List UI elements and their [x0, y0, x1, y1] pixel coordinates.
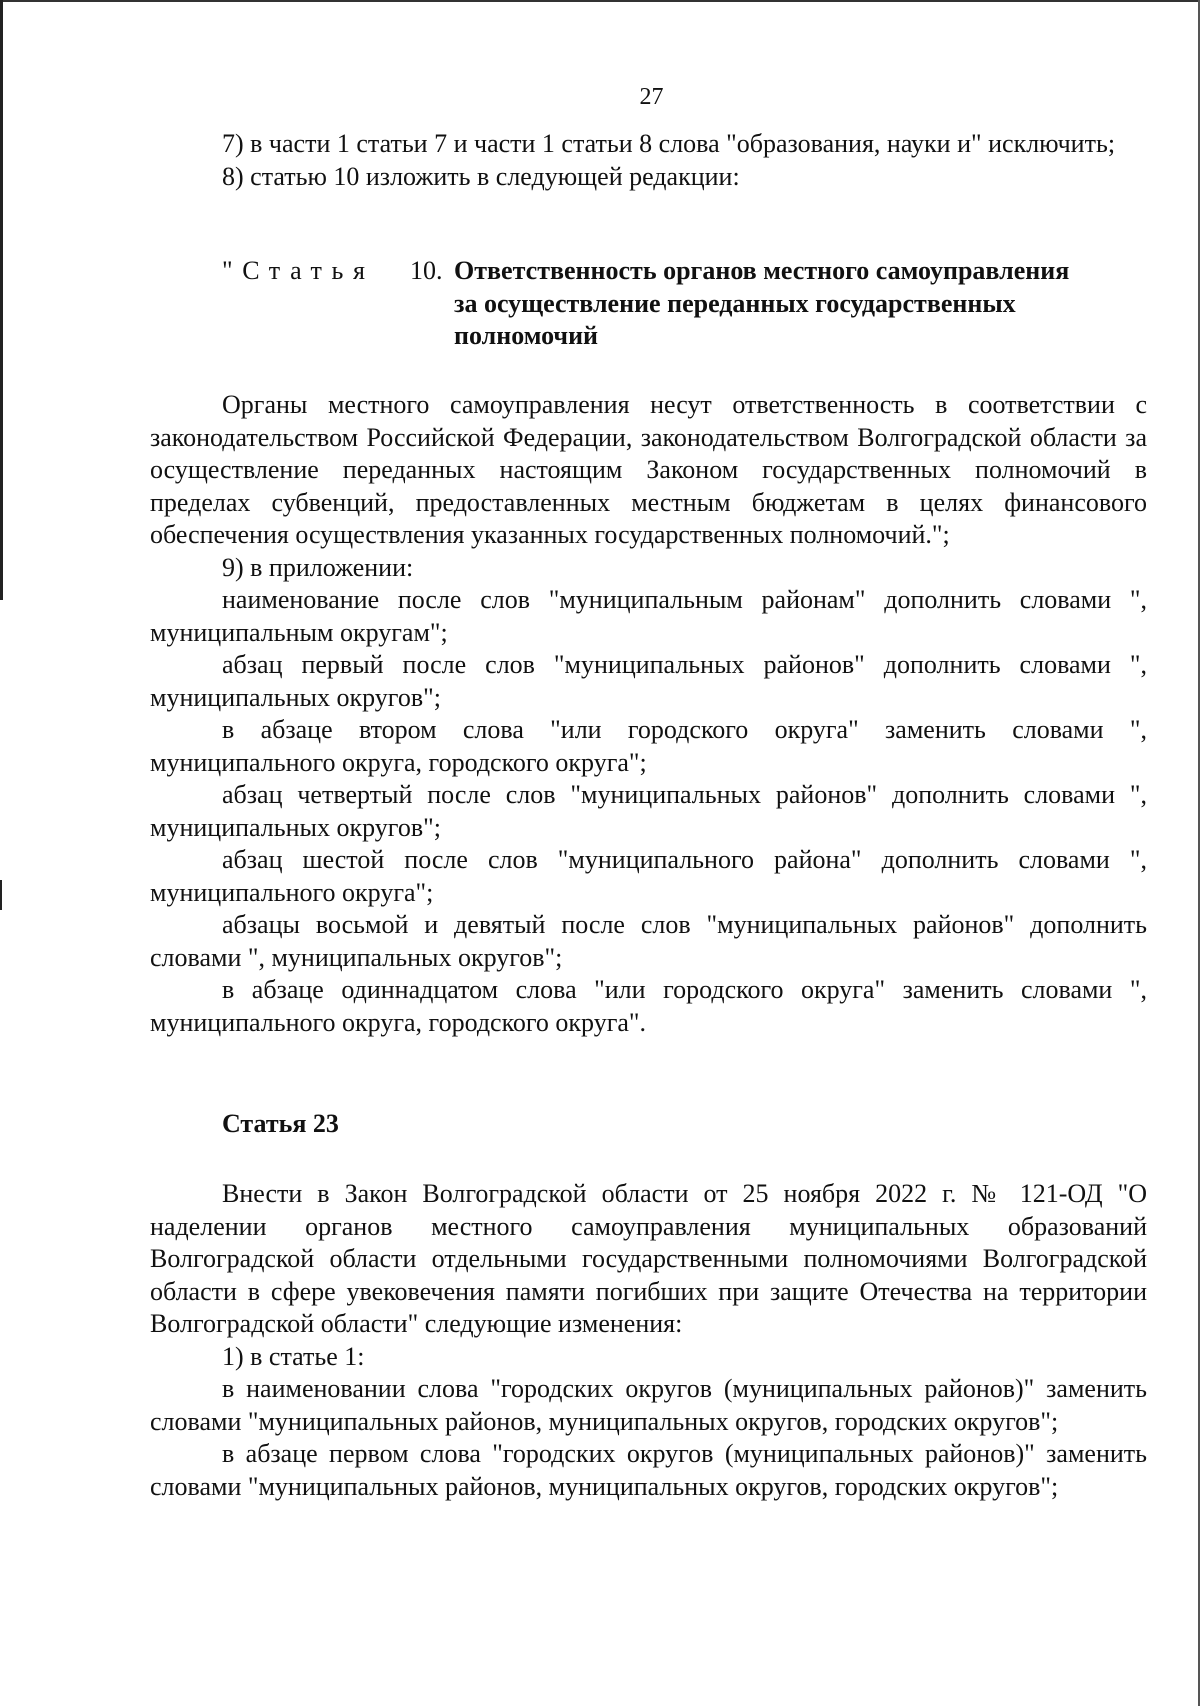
article-10-title-line: за осуществление переданных государственных — [454, 288, 1016, 318]
appendix-change-paragraph: абзац шестой после слов "муниципального района" дополнить словами ", муниципального округа"; — [150, 845, 1147, 907]
scan-top-edge — [0, 0, 1200, 2]
article-23-body — [150, 1178, 1147, 1503]
item-7-paragraph: 7) в части 1 статьи 7 и части 1 статьи 8 слова "образования, науки и" исключить; — [222, 129, 1116, 158]
appendix-change-paragraph: абзац четвертый после слов "муниципальных районов" дополнить словами ", муниципальных округов"; — [150, 780, 1147, 842]
article-10-label: "Статья — [222, 256, 375, 285]
appendix-change-paragraph: абзацы восьмой и девятый после слов "муниципальных районов" дополнить словами ", муниципальных округов"; — [150, 910, 1147, 972]
item-8-paragraph: 8) статью 10 изложить в следующей редакции: — [222, 161, 740, 191]
article-10-title-line: полномочий — [454, 321, 599, 350]
responsibility-paragraph: Органы местного самоуправления несут ответственность в соответствии с законодательством Российской Федерации, законодательством Волгоградской области за осуществление переданных настоящим Законом государственных полномочий в пределах субвенций, предоставленных местным бюджетам в целях финансового обеспечения осуществления указанных государственных полномочий."; — [150, 390, 1147, 549]
article-10-body-and-item-9 — [150, 389, 1147, 1039]
law-amendment-intro-paragraph: Внести в Закон Волгоградской области от 25 ноября 2022 г. № 121-ОД "О наделении органов местного самоуправления муниципальных образований Волгоградской области отдельными государственными полномочиями Волгоградской области в сфере увековечения памяти погибших при защите Отечества на территории Волгоградской области" следующие изменения: — [150, 1179, 1147, 1338]
appendix-change-paragraph: абзац первый после слов "муниципальных районов" дополнить словами ", муниципальных округов"; — [150, 650, 1147, 712]
amendment-items-7-8 — [150, 128, 1147, 193]
article-10-title-line: Ответственность органов местного самоуправления — [454, 256, 1070, 285]
page-number: 27 — [639, 84, 664, 110]
appendix-change-paragraph: в абзаце одиннадцатом слова "или городского округа" заменить словами ", муниципального округа, городского округа". — [150, 975, 1147, 1037]
appendix-change-paragraph: наименование после слов "муниципальным районам" дополнить словами ", муниципальным округам"; — [150, 585, 1147, 647]
article-1-change-paragraph: в наименовании слова "городских округов (муниципальных районов)" заменить словами "муниципальных районов, муниципальных округов, городских округов"; — [150, 1374, 1147, 1436]
scan-left-edge-mark — [0, 880, 2, 910]
appendix-change-paragraph: в абзаце втором слова "или городского округа" заменить словами ", муниципального округа, городского округа"; — [150, 715, 1147, 777]
item-9-paragraph: 9) в приложении: — [222, 552, 414, 582]
article-10-title — [454, 255, 1200, 353]
article-10-number: 10. — [410, 256, 443, 285]
article-23-heading: Статья 23 — [222, 1109, 339, 1138]
article-1-item-paragraph: 1) в статье 1: — [222, 1341, 365, 1371]
article-1-change-paragraph: в абзаце первом слова "городских округов (муниципальных районов)" заменить словами "муниципальных районов, муниципальных округов, городских округов"; — [150, 1439, 1147, 1501]
